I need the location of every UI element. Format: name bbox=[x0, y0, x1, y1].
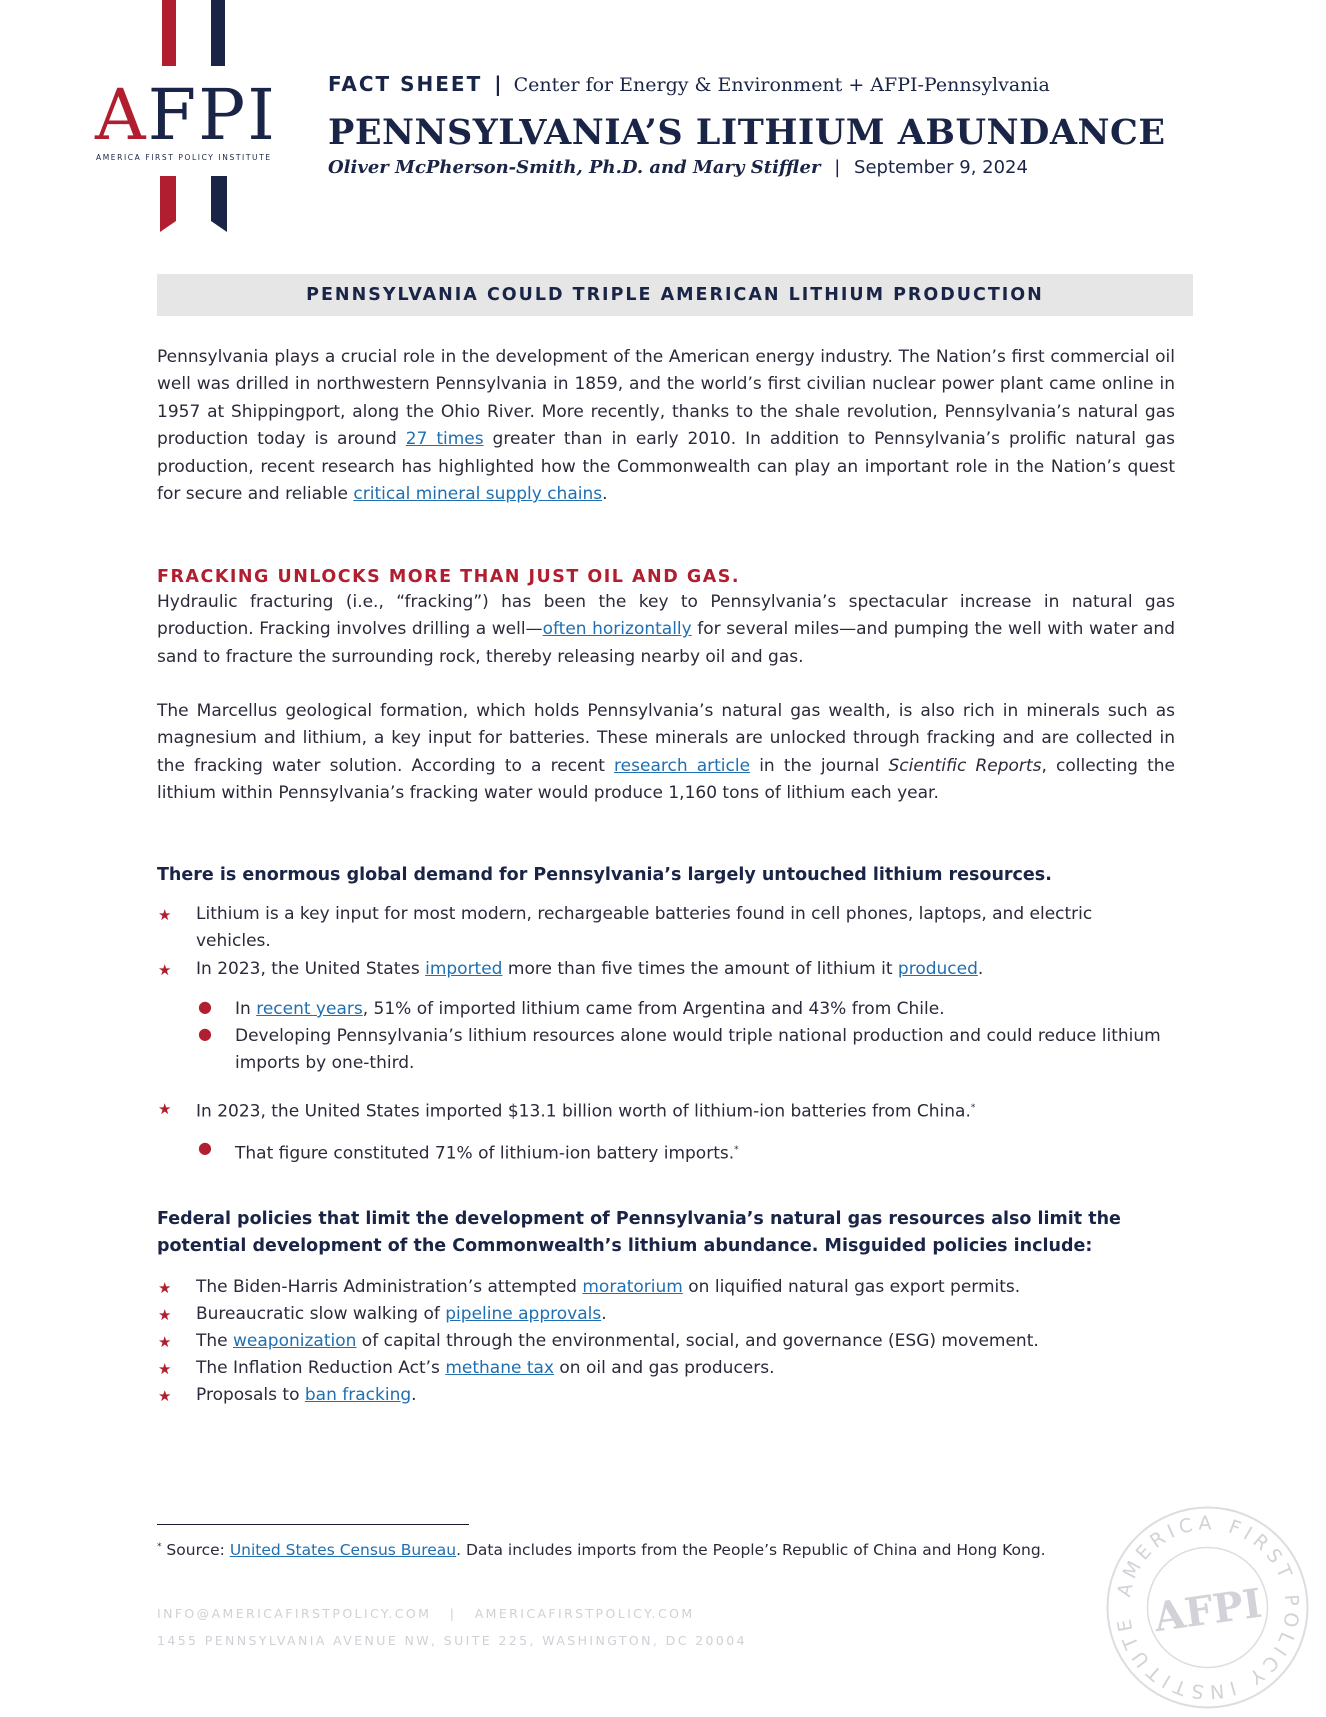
demand-subbullet-3 bbox=[235, 1137, 1175, 1168]
policy-item-link[interactable]: pipeline approvals bbox=[445, 1304, 602, 1324]
subbullet-3-text: That figure constituted 71% of lithium-ion battery imports. bbox=[235, 1143, 735, 1164]
policy-item-text: on oil and gas producers. bbox=[553, 1358, 775, 1378]
footnote bbox=[157, 1541, 1046, 1559]
seal-center-text: AFPI bbox=[1151, 1579, 1265, 1642]
section-banner: PENNSYLVANIA COULD TRIPLE AMERICAN LITHIUM PRODUCTION bbox=[157, 274, 1193, 316]
fracking-paragraph-2 bbox=[157, 698, 1175, 808]
demand-bullet-1: Lithium is a key input for most modern, rechargeable batteries found in cell phones, laptops, and electric vehicles. bbox=[196, 904, 1093, 952]
policy-item-text: on liquified natural gas export permits. bbox=[682, 1277, 1021, 1297]
footnote-marker: * bbox=[970, 1103, 976, 1113]
footer-contact bbox=[157, 1606, 695, 1621]
policy-item-text: The bbox=[196, 1331, 234, 1351]
intro-text-2: greater than in early 2010. In addition to Pennsylvania’s prolific natural gas production, recent research has highlighted how the Commonwealth can play an important role in the Nation’s quest for secure and reliable bbox=[157, 429, 1175, 505]
star-bullet-icon: ★ bbox=[158, 1387, 172, 1405]
footer-website[interactable]: AMERICAFIRSTPOLICY.COM bbox=[474, 1606, 695, 1621]
publish-date: September 9, 2024 bbox=[854, 157, 1028, 178]
footnote-text: . Data includes imports from the People’s Republic of China and Hong Kong. bbox=[456, 1541, 1046, 1559]
afpi-seal-watermark bbox=[1100, 1500, 1315, 1715]
star-bullet-icon: ★ bbox=[158, 1360, 172, 1378]
byline-separator: | bbox=[834, 157, 841, 178]
logo-bar-red-left bbox=[162, 0, 176, 66]
logo-bar-navy-right bbox=[211, 0, 225, 66]
demand-bullet-2 bbox=[196, 956, 1171, 983]
bullet-3-text: In 2023, the United States imported $13.1 billion worth of lithium-ion batteries from China. bbox=[196, 1101, 971, 1122]
star-bullet-icon: ★ bbox=[158, 1100, 172, 1118]
logo-bottom-pennants bbox=[160, 176, 230, 232]
link-recent-years[interactable]: recent years bbox=[256, 999, 363, 1019]
policy-item-text: . bbox=[411, 1385, 417, 1405]
policy-item bbox=[196, 1301, 1171, 1328]
demand-subbullet-2: Developing Pennsylvania’s lithium resources alone would triple national production and could reduce lithium imports by one-third. bbox=[235, 1026, 1161, 1074]
demand-bullet-3 bbox=[196, 1095, 1171, 1126]
demand-subbullet-1 bbox=[235, 996, 1175, 1023]
bullet-2-text-3: . bbox=[977, 959, 984, 979]
intro-text-1: Pennsylvania plays a crucial role in the development of the American energy industry. The Nation’s first commercial oil well was drilled in northwestern Pennsylvania in 1859, and the world’s first civilian nuclear power plant came online in 1957 at Shippingport, along the Ohio River. More recently, thanks to the shale revolution, Pennsylvania’s natural gas production today is around bbox=[157, 347, 1175, 450]
journal-name: Scientific Reports bbox=[888, 755, 1042, 776]
link-produced[interactable]: produced bbox=[897, 959, 978, 979]
marcellus-text-3: , collecting the lithium within Pennsylvania’s fracking water would produce 1,160 tons of lithium each year. bbox=[157, 755, 1175, 804]
policy-item bbox=[196, 1355, 1171, 1382]
star-bullet-icon: ★ bbox=[158, 1306, 172, 1324]
fact-sheet-label: FACT SHEET bbox=[328, 72, 483, 96]
footnote-rule bbox=[157, 1524, 469, 1525]
policy-item-link[interactable]: moratorium bbox=[582, 1277, 683, 1297]
link-critical-mineral[interactable]: critical mineral supply chains bbox=[353, 484, 603, 505]
link-27-times[interactable]: 27 times bbox=[405, 429, 484, 450]
logo-wordmark: AFPI bbox=[95, 74, 277, 156]
fracking-text-1: Hydraulic fracturing (i.e., “fracking”) has been the key to Pennsylvania’s spectacular increase in natural gas production. Fracking involves drilling a well— bbox=[157, 592, 1175, 640]
star-bullet-icon: ★ bbox=[158, 906, 172, 924]
footer-email[interactable]: INFO@AMERICAFIRSTPOLICY.COM bbox=[157, 1606, 432, 1621]
fracking-heading: FRACKING UNLOCKS MORE THAN JUST OIL AND GAS. bbox=[157, 567, 740, 587]
dot-bullet-icon: ● bbox=[198, 1138, 212, 1157]
logo-subtitle: AMERICA FIRST POLICY INSTITUTE bbox=[96, 153, 272, 162]
center-name: Center for Energy & Environment + AFPI-Pennsylvania bbox=[513, 74, 1050, 96]
subbullet-1-text-2: , 51% of imported lithium came from Argentina and 43% from Chile. bbox=[362, 999, 945, 1019]
link-research-article[interactable]: research article bbox=[614, 755, 751, 776]
header-line bbox=[328, 72, 1050, 96]
star-bullet-icon: ★ bbox=[158, 1333, 172, 1351]
marcellus-text-1: The Marcellus geological formation, which holds Pennsylvania’s natural gas wealth, is also rich in minerals such as magnesium and lithium, a key input for batteries. These minerals are unlocked through fracking and are collected in the fracking water solution. According to a recent bbox=[157, 701, 1175, 776]
marcellus-text-2: in the journal bbox=[750, 755, 889, 776]
link-often-horizontally[interactable]: often horizontally bbox=[542, 619, 692, 640]
intro-text-3: . bbox=[602, 484, 608, 505]
policy-item bbox=[196, 1274, 1171, 1301]
footnote-marker: * bbox=[734, 1145, 739, 1155]
authors: Oliver McPherson-Smith, Ph.D. and Mary Stiffler bbox=[328, 157, 821, 178]
link-census-bureau[interactable]: United States Census Bureau bbox=[229, 1541, 457, 1559]
policy-item bbox=[196, 1382, 1171, 1409]
byline bbox=[328, 157, 1028, 178]
bullet-2-text-1: In 2023, the United States bbox=[196, 959, 426, 979]
header-separator: | bbox=[494, 72, 502, 96]
fracking-paragraph-1 bbox=[157, 589, 1175, 671]
link-imported[interactable]: imported bbox=[425, 959, 503, 979]
footer-separator: | bbox=[449, 1606, 457, 1621]
demand-heading: There is enormous global demand for Pennsylvania’s largely untouched lithium resources. bbox=[157, 865, 1052, 885]
footnote-mark: * bbox=[157, 1541, 162, 1552]
policy-item-link[interactable]: ban fracking bbox=[304, 1385, 412, 1405]
bullet-2-text-2: more than five times the amount of lithium it bbox=[502, 959, 898, 979]
footnote-source-label: Source: bbox=[161, 1541, 230, 1559]
policy-item-text: The Biden-Harris Administration’s attempted bbox=[196, 1277, 583, 1297]
policy-item-text: Proposals to bbox=[196, 1385, 305, 1405]
intro-paragraph bbox=[157, 344, 1175, 508]
policy-item-text: Bureaucratic slow walking of bbox=[196, 1304, 446, 1324]
policy-item-text: of capital through the environmental, social, and governance (ESG) movement. bbox=[356, 1331, 1039, 1351]
subbullet-1-text-1: In bbox=[235, 999, 257, 1019]
dot-bullet-icon: ● bbox=[198, 997, 212, 1016]
star-bullet-icon: ★ bbox=[158, 961, 172, 979]
page-title: PENNSYLVANIA’S LITHIUM ABUNDANCE bbox=[328, 112, 1166, 153]
star-bullet-icon: ★ bbox=[158, 1279, 172, 1297]
footer-address: 1455 PENNSYLVANIA AVENUE NW, SUITE 225, WASHINGTON, DC 20004 bbox=[157, 1633, 747, 1648]
policy-item-text: The Inflation Reduction Act’s bbox=[196, 1358, 446, 1378]
seal-ring-text: AMERICA FIRST POLICY INSTITUTE bbox=[1112, 1512, 1303, 1703]
policy-item-link[interactable]: weaponization bbox=[233, 1331, 357, 1351]
fracking-text-2: for several miles—and pumping the well with water and sand to fracture the surrounding rock, thereby releasing nearby oil and gas. bbox=[157, 619, 1175, 667]
policies-heading: Federal policies that limit the development of Pennsylvania’s natural gas resources also limit the potential development of the Commonwealth’s lithium abundance. Misguided policies include: bbox=[157, 1209, 1121, 1256]
policy-item bbox=[196, 1328, 1171, 1355]
policy-item-text: . bbox=[601, 1304, 607, 1324]
dot-bullet-icon: ● bbox=[198, 1024, 212, 1043]
policy-item-link[interactable]: methane tax bbox=[445, 1358, 554, 1378]
